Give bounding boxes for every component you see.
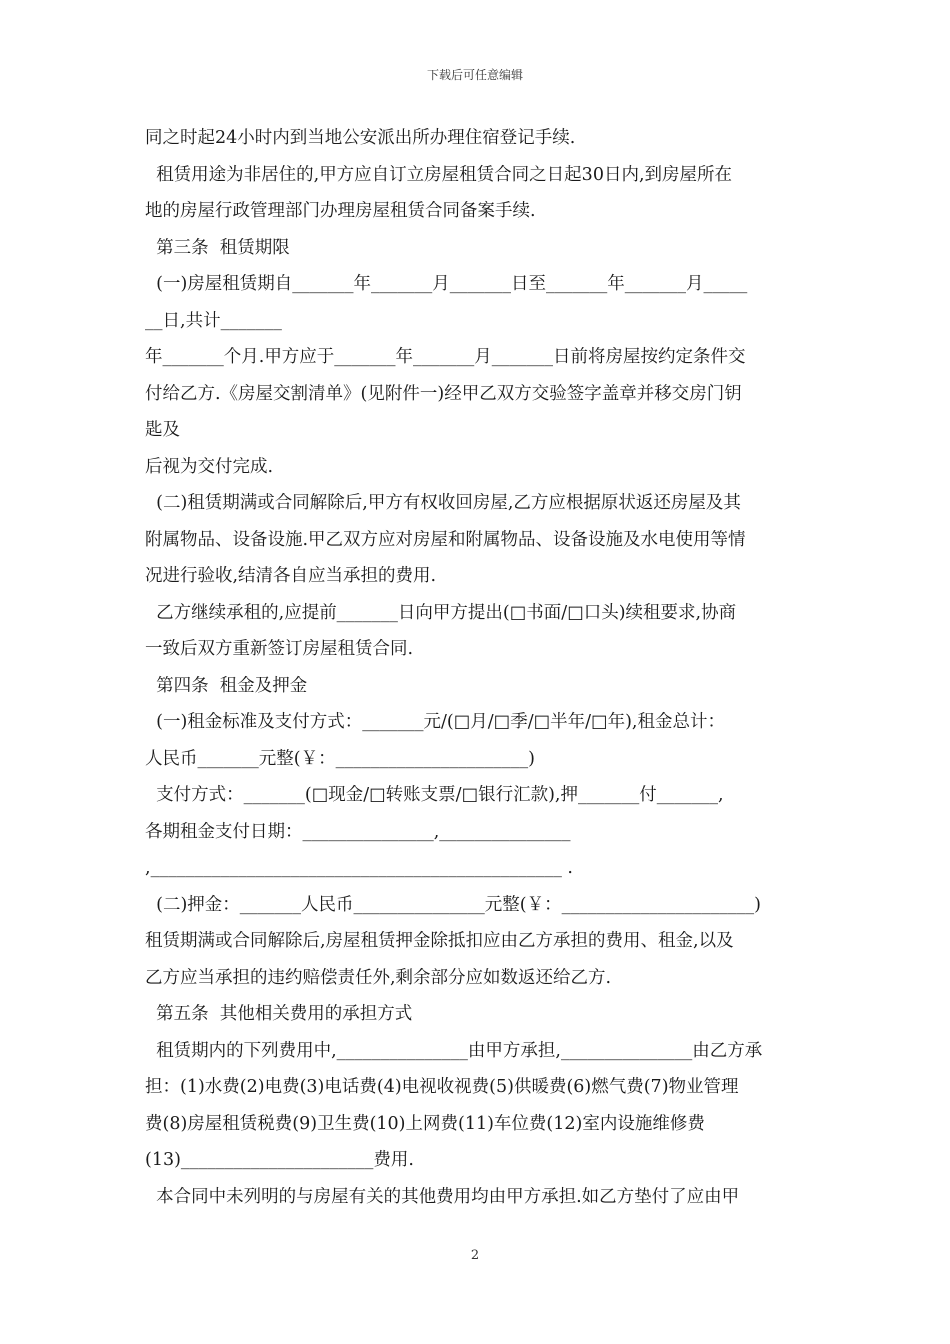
text-line: 担：(1)水费(2)电费(3)电话费(4)电视收视费(5)供暖费(6)燃气费(7)物业管理 [145, 1077, 739, 1097]
text-line: 租赁用途为非居住的,甲方应自订立房屋租赁合同之日起30日内,到房屋所在 [145, 164, 733, 185]
text-line: 匙及 [145, 420, 180, 440]
text-line: (一)房屋租赁期自_______年_______月_______日至_______年_______月_____ [145, 274, 748, 294]
text-line: 支付方式：_______(□现金/□转账支票/□银行汇款),押_______付_______, [145, 785, 724, 805]
text-line: 费(8)房屋租赁税费(9)卫生费(10)上网费(11)车位费(12)室内设施维修费 [145, 1113, 705, 1134]
page-header: 下载后可任意编辑 [426, 68, 523, 82]
text-line: 年_______个月.甲方应于_______年_______月_______日前将房屋按约定条件交 [145, 347, 746, 367]
text-line: ,_______________________________________________ . [145, 858, 573, 878]
text-line: 附属物品、设备设施.甲乙双方应对房屋和附属物品、设备设施及水电使用等情 [145, 529, 746, 550]
text-line: (13)______________________费用. [145, 1150, 414, 1170]
text-line: 地的房屋行政管理部门办理房屋租赁合同备案手续. [145, 201, 536, 221]
text-line: 乙方继续承租的,应提前_______日向甲方提出(□书面/□口头)续租要求,协商 [145, 602, 737, 623]
text-line: __日,共计_______ [145, 310, 282, 331]
text-line: 各期租金支付日期：_______________,_______________ [145, 821, 571, 842]
text-line: 人民币_______元整(￥：______________________) [145, 748, 535, 769]
section-heading-5: 第五条 其他相关费用的承担方式 [145, 1004, 413, 1024]
contract-body [145, 120, 811, 1215]
text-line: (一)租金标准及支付方式：_______元/(□月/□季/□半年/□年),租金总计： [145, 712, 725, 732]
text-line: (二)租赁期满或合同解除后,甲方有权收回房屋,乙方应根据原状返还房屋及其 [145, 493, 741, 513]
text-line: 租赁期内的下列费用中,_______________由甲方承担,_______________由乙方承 [145, 1040, 763, 1061]
text-line: 况进行验收,结清各自应当承担的费用. [145, 566, 437, 586]
text-line: 租赁期满或合同解除后,房屋租赁押金除抵扣应由乙方承担的费用、租金,以及 [145, 931, 734, 951]
section-heading-4: 第四条 租金及押金 [145, 675, 308, 696]
text-line: 同之时起24小时内到当地公安派出所办理住宿登记手续. [145, 128, 576, 148]
text-line: 本合同中未列明的与房屋有关的其他费用均由甲方承担.如乙方垫付了应由甲 [145, 1186, 740, 1207]
text-line: 后视为交付完成. [145, 456, 274, 477]
text-line: 乙方应当承担的违约赔偿责任外,剩余部分应如数返还给乙方. [145, 967, 612, 988]
page-number: 2 [470, 1248, 480, 1263]
text-line: (二)押金：_______人民币_______________元整(￥：______________________) [145, 894, 761, 915]
text-line: 一致后双方重新签订房屋租赁合同. [145, 639, 414, 659]
text-line: 付给乙方.《房屋交割清单》(见附件一)经甲乙双方交验签字盖章并移交房门钥 [145, 383, 742, 404]
section-heading-3: 第三条 租赁期限 [145, 237, 290, 258]
